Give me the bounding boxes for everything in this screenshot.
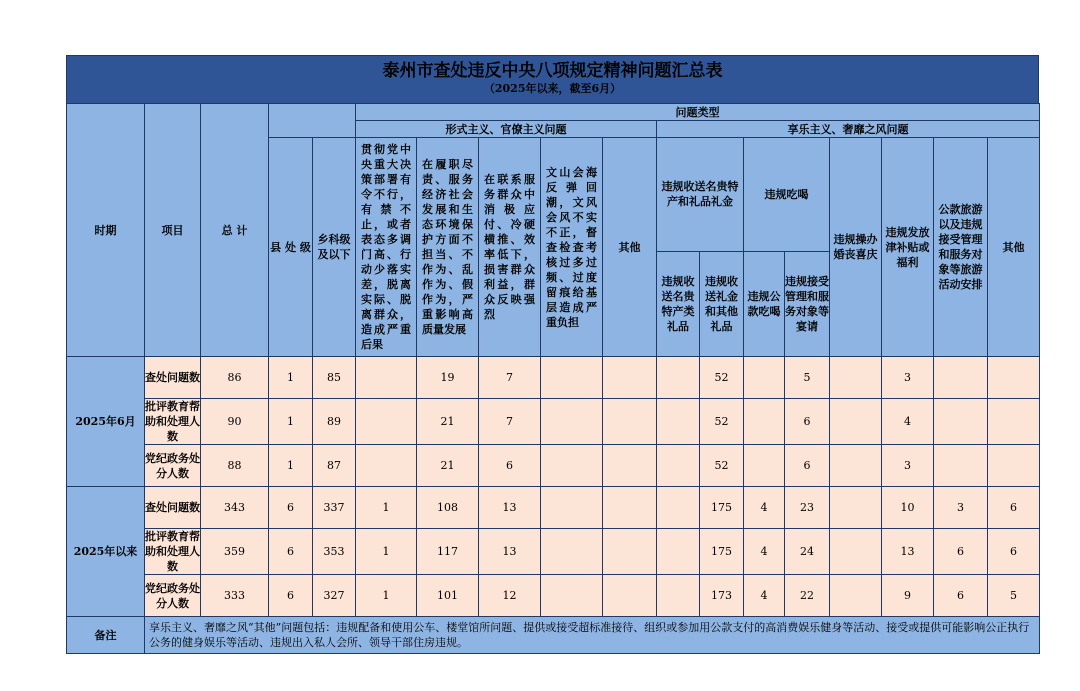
cell [744, 357, 785, 399]
header-hedonism-other: 其他 [988, 138, 1040, 357]
table-subtitle: （2025年以来，截至6月） [483, 82, 622, 95]
header-subsidy: 违规发放津补贴或福利 [882, 138, 934, 357]
cell [830, 529, 882, 575]
cell: 1 [269, 357, 313, 399]
cell: 12 [479, 575, 541, 617]
cell: 7 [479, 357, 541, 399]
cell: 6 [785, 399, 830, 445]
cell: 117 [417, 529, 479, 575]
cell [356, 445, 417, 487]
cell: 1 [356, 575, 417, 617]
cell: 6 [269, 487, 313, 529]
cell [356, 357, 417, 399]
cell [356, 399, 417, 445]
header-wedding: 违规操办婚丧喜庆 [830, 138, 882, 357]
cell [541, 487, 603, 529]
cell: 173 [700, 575, 744, 617]
header-formalism-4: 文山会海反弹回潮，文风会风不实不正，督查检查考核过多过频、过度留痕给基层造成严重负担 [541, 138, 603, 357]
header-gift-1: 违规收送名贵特产类礼品 [657, 251, 700, 356]
cell [657, 575, 700, 617]
summary-table [66, 103, 1040, 654]
header-hedonism: 享乐主义、奢靡之风问题 [657, 121, 1040, 138]
cell: 13 [479, 529, 541, 575]
cell: 13 [882, 529, 934, 575]
cell [744, 445, 785, 487]
header-item: 项目 [145, 104, 201, 357]
cell: 10 [882, 487, 934, 529]
header-total: 总 计 [201, 104, 269, 357]
cell [603, 575, 657, 617]
cell [541, 399, 603, 445]
cell: 19 [417, 357, 479, 399]
cell: 4 [744, 575, 785, 617]
cell [988, 399, 1040, 445]
header-travel: 公款旅游以及违规接受管理和服务对象等旅游活动安排 [934, 138, 988, 357]
cell: 175 [700, 487, 744, 529]
cell: 4 [744, 487, 785, 529]
cell [830, 399, 882, 445]
cell: 13 [479, 487, 541, 529]
note-row [67, 617, 1040, 654]
period-label: 2025年6月 [67, 357, 145, 487]
cell: 52 [700, 357, 744, 399]
table-row [67, 529, 1040, 575]
cell: 175 [700, 529, 744, 575]
cell: 6 [269, 529, 313, 575]
cell: 21 [417, 399, 479, 445]
cell: 353 [313, 529, 356, 575]
cell [541, 529, 603, 575]
cell: 5 [785, 357, 830, 399]
cell [603, 529, 657, 575]
cell [603, 487, 657, 529]
cell [830, 357, 882, 399]
row-item: 党纪政务处分人数 [145, 575, 201, 617]
row-item: 党纪政务处分人数 [145, 445, 201, 487]
cell: 6 [988, 487, 1040, 529]
cell: 4 [882, 399, 934, 445]
cell: 343 [201, 487, 269, 529]
cell [541, 445, 603, 487]
header-dine-1: 违规公款吃喝 [744, 251, 785, 356]
cell: 4 [744, 529, 785, 575]
cell: 23 [785, 487, 830, 529]
cell [657, 487, 700, 529]
header-period: 时期 [67, 104, 145, 357]
row-item: 查处问题数 [145, 487, 201, 529]
cell: 3 [882, 357, 934, 399]
cell: 1 [269, 445, 313, 487]
cell [657, 445, 700, 487]
cell: 24 [785, 529, 830, 575]
header-formalism-2: 在履职尽责、服务经济社会发展和生态环境保护方面不担当、不作为、乱作为、假作为，严重影响高质量发展 [417, 138, 479, 357]
cell: 327 [313, 575, 356, 617]
cell: 87 [313, 445, 356, 487]
table-row [67, 445, 1040, 487]
cell: 3 [934, 487, 988, 529]
cell: 6 [269, 575, 313, 617]
cell: 101 [417, 575, 479, 617]
cell [934, 445, 988, 487]
cell: 6 [479, 445, 541, 487]
period-label: 2025年以来 [67, 487, 145, 617]
header-formalism: 形式主义、官僚主义问题 [356, 121, 657, 138]
header-formalism-1: 贯彻党中央重大决策部署有令不行，有禁不止，或者表态多调门高、行动少落实差，脱离实际、脱离群众，造成严重后果 [356, 138, 417, 357]
cell [744, 399, 785, 445]
title-block [66, 55, 1039, 103]
cell [830, 575, 882, 617]
cell: 89 [313, 399, 356, 445]
header-county: 县 处 级 [269, 138, 313, 357]
header-formalism-other: 其他 [603, 138, 657, 357]
cell: 6 [934, 575, 988, 617]
row-item: 批评教育帮助和处理人数 [145, 400, 200, 443]
cell [830, 487, 882, 529]
cell: 90 [201, 399, 269, 445]
cell: 22 [785, 575, 830, 617]
header-blank [269, 104, 356, 138]
cell: 21 [417, 445, 479, 487]
cell: 1 [356, 487, 417, 529]
cell: 85 [313, 357, 356, 399]
header-dine-group: 违规吃喝 [744, 138, 830, 252]
cell: 333 [201, 575, 269, 617]
cell: 3 [882, 445, 934, 487]
cell [657, 399, 700, 445]
note-text: 享乐主义、奢靡之风“其他”问题包括：违规配备和使用公车、楼堂馆所问题、提供或接受超标准接待、组织或参加用公款支付的高消费娱乐健身等活动、接受或提供可能影响公正执行公务的健身娱乐等活动、违规出入私人会所、领导干部住房违规。 [145, 617, 1040, 654]
cell: 6 [934, 529, 988, 575]
summary-sheet [66, 55, 1039, 654]
cell: 88 [201, 445, 269, 487]
header-township: 乡科级及以下 [313, 138, 356, 357]
cell: 7 [479, 399, 541, 445]
cell: 9 [882, 575, 934, 617]
cell [988, 445, 1040, 487]
header-problem-type: 问题类型 [356, 104, 1040, 121]
table-row [67, 575, 1040, 617]
cell [603, 399, 657, 445]
cell [541, 357, 603, 399]
cell: 6 [988, 529, 1040, 575]
cell: 1 [269, 399, 313, 445]
cell [934, 357, 988, 399]
header-gift-group: 违规收送名贵特产和礼品礼金 [657, 138, 744, 252]
header-gift-2: 违规收送礼金和其他礼品 [700, 251, 744, 356]
table-row [67, 487, 1040, 529]
cell [603, 445, 657, 487]
cell [934, 399, 988, 445]
header-formalism-3: 在联系服务群众中消极应付、冷硬横推、效率低下，损害群众利益，群众反映强烈 [479, 138, 541, 357]
cell: 5 [988, 575, 1040, 617]
cell: 6 [785, 445, 830, 487]
cell [830, 445, 882, 487]
cell: 108 [417, 487, 479, 529]
cell: 359 [201, 529, 269, 575]
cell [657, 357, 700, 399]
cell: 52 [700, 399, 744, 445]
cell [541, 575, 603, 617]
cell [657, 529, 700, 575]
cell [988, 357, 1040, 399]
cell [603, 357, 657, 399]
note-label: 备注 [67, 617, 145, 654]
table-title: 泰州市查处违反中央八项规定精神问题汇总表 [382, 61, 723, 81]
table-row [67, 399, 1040, 445]
cell: 337 [313, 487, 356, 529]
row-item: 批评教育帮助和处理人数 [145, 530, 200, 573]
cell: 52 [700, 445, 744, 487]
header-dine-2: 违规接受管理和服务对象等宴请 [785, 251, 830, 356]
table-row [67, 357, 1040, 399]
cell: 86 [201, 357, 269, 399]
row-item: 查处问题数 [145, 357, 201, 399]
cell: 1 [356, 529, 417, 575]
